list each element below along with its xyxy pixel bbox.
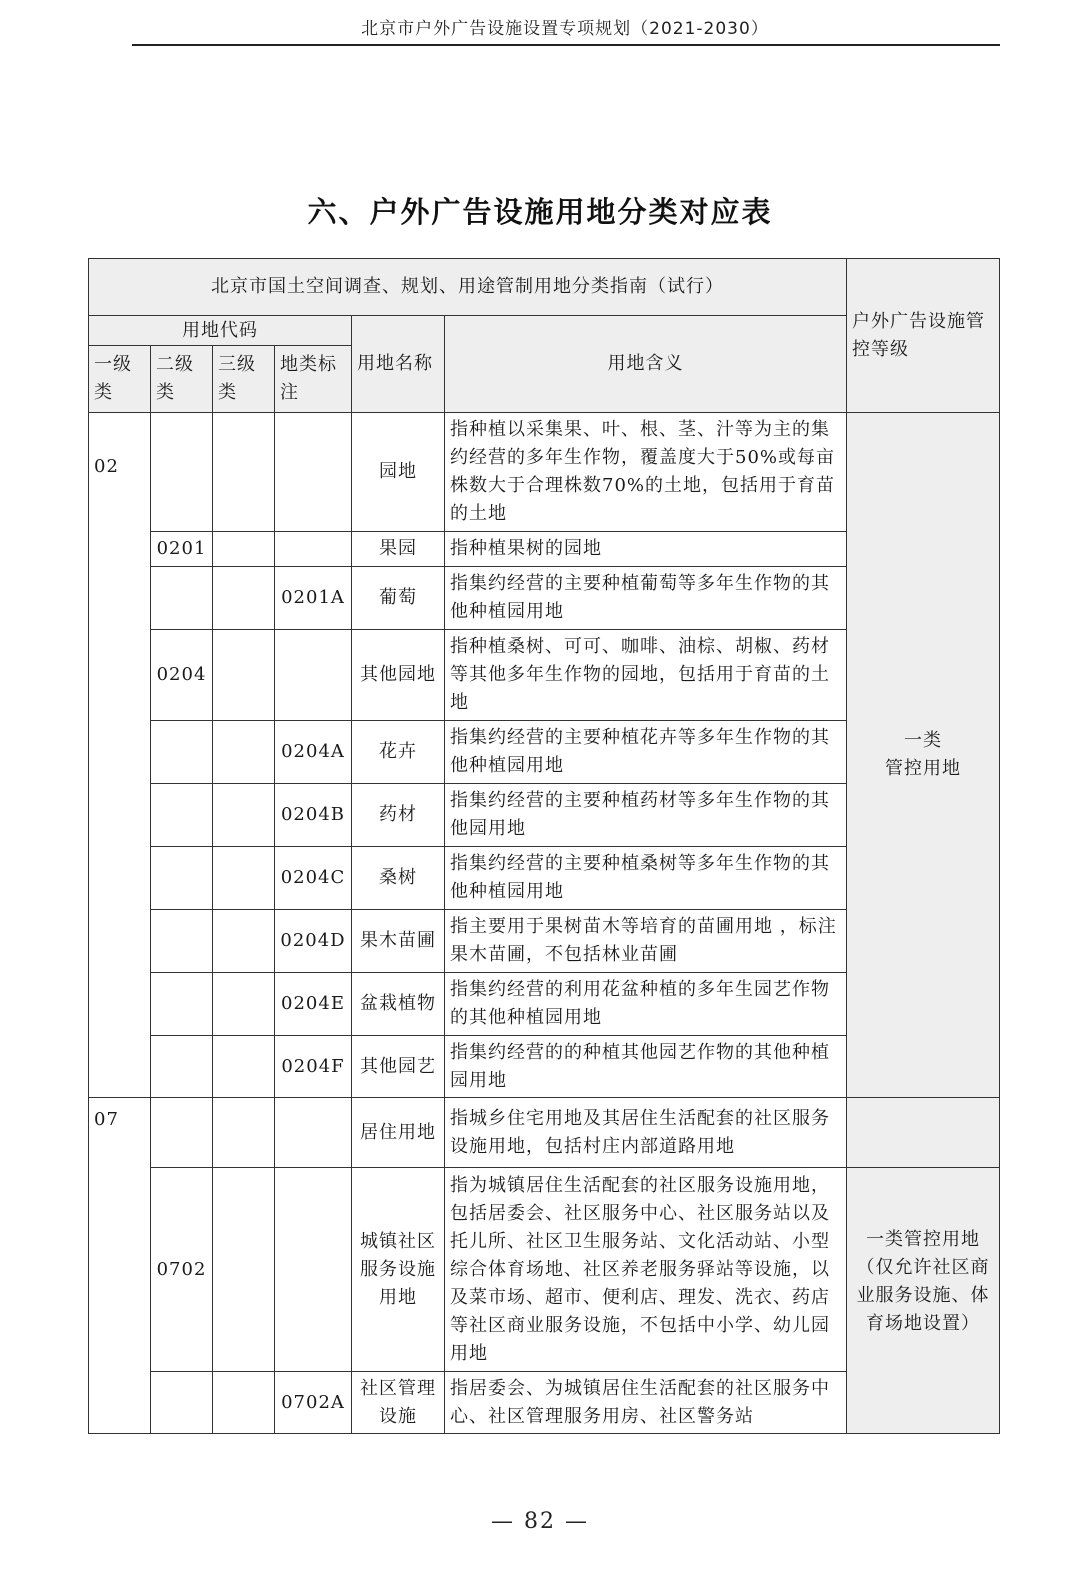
land-name: 其他园艺	[352, 1036, 445, 1098]
level3-code	[213, 1036, 275, 1098]
level2-code	[151, 1098, 213, 1168]
land-name: 居住用地	[352, 1098, 445, 1168]
level3-code	[213, 1372, 275, 1434]
meaning-header: 用地含义	[445, 316, 847, 413]
annotation-code: 0204A	[275, 721, 352, 784]
annotation-code	[275, 1098, 352, 1168]
header-rule	[132, 44, 1000, 46]
annotation-code	[275, 532, 352, 567]
page-number: — 82 —	[491, 1509, 589, 1534]
land-meaning: 指为城镇居住生活配套的社区服务设施用地，包括居委会、社区服务中心、社区服务站以及托儿所、社区卫生服务站、文化活动站、小型综合体育场地、社区养老服务驿站等设施，以及菜市场、超市、便利店、理发、洗衣、药店等社区商业服务设施，不包括中小学、幼儿园用地	[445, 1168, 847, 1372]
land-meaning: 指种植桑树、可可、咖啡、油棕、胡椒、药材等其他多年生作物的园地，包括用于育苗的土地	[445, 630, 847, 721]
level2-code: 0204	[151, 630, 213, 721]
annotation-code: 0204E	[275, 973, 352, 1036]
running-header: 北京市户外广告设施设置专项规划（2021-2030）	[361, 19, 769, 39]
land-meaning: 指主要用于果树苗木等培育的苗圃用地 ，标注果木苗圃，不包括林业苗圃	[445, 910, 847, 973]
grade-group-2: 一类管控用地（仅允许社区商业服务设施、体育场地设置）	[847, 1168, 1000, 1434]
level2-code	[151, 910, 213, 973]
name-header: 用地名称	[352, 316, 445, 413]
page-title: 六、户外广告设施用地分类对应表	[307, 195, 773, 229]
annotation-code	[275, 1168, 352, 1372]
annotation-code: 0204D	[275, 910, 352, 973]
annotation-code: 0702A	[275, 1372, 352, 1434]
level3-code	[213, 847, 275, 910]
level2-code	[151, 847, 213, 910]
land-meaning: 指居委会、为城镇居住生活配套的社区服务中心、社区管理服务用房、社区警务站	[445, 1372, 847, 1434]
level2-code	[151, 973, 213, 1036]
land-name: 药材	[352, 784, 445, 847]
land-name: 桑树	[352, 847, 445, 910]
guide-header-row	[89, 259, 1000, 316]
level3-code	[213, 413, 275, 532]
level3-code	[213, 567, 275, 630]
land-classification-table	[88, 258, 1000, 1434]
table-row	[89, 413, 1000, 532]
grade-header: 户外广告设施管控等级	[847, 259, 1000, 413]
annotation-code: 0204F	[275, 1036, 352, 1098]
level3-code	[213, 1168, 275, 1372]
annotation-code: 0204C	[275, 847, 352, 910]
annotation-code	[275, 630, 352, 721]
level3-code	[213, 630, 275, 721]
land-meaning: 指集约经营的的种植其他园艺作物的其他种植园用地	[445, 1036, 847, 1098]
level1-code: 07	[89, 1098, 151, 1434]
level3-code	[213, 910, 275, 973]
level1-header: 一级类	[89, 346, 151, 413]
level1-code: 02	[89, 413, 151, 1098]
guide-title: 北京市国土空间调查、规划、用途管制用地分类指南（试行）	[89, 259, 847, 316]
level2-code	[151, 721, 213, 784]
level2-code	[151, 1036, 213, 1098]
land-name: 园地	[352, 413, 445, 532]
level2-header: 二级类	[151, 346, 213, 413]
level3-code	[213, 973, 275, 1036]
level2-code: 0201	[151, 532, 213, 567]
level2-code	[151, 784, 213, 847]
land-meaning: 指集约经营的主要种植药材等多年生作物的其他园用地	[445, 784, 847, 847]
land-name: 花卉	[352, 721, 445, 784]
land-meaning: 指种植果树的园地	[445, 532, 847, 567]
land-meaning: 指集约经营的利用花盆种植的多年生园艺作物的其他种植园用地	[445, 973, 847, 1036]
level3-header: 三级类	[213, 346, 275, 413]
level2-code	[151, 413, 213, 532]
level3-code	[213, 1098, 275, 1168]
level2-code	[151, 567, 213, 630]
land-name: 果园	[352, 532, 445, 567]
land-meaning: 指集约经营的主要种植葡萄等多年生作物的其他种植园用地	[445, 567, 847, 630]
land-name: 葡萄	[352, 567, 445, 630]
grade-residential	[847, 1098, 1000, 1168]
level2-code: 0702	[151, 1168, 213, 1372]
level3-code	[213, 532, 275, 567]
land-name: 其他园地	[352, 630, 445, 721]
table-row	[89, 1098, 1000, 1168]
land-meaning: 指集约经营的主要种植花卉等多年生作物的其他种植园用地	[445, 721, 847, 784]
grade-group-1	[847, 413, 1000, 1098]
annotation-header: 地类标注	[275, 346, 352, 413]
land-meaning: 指城乡住宅用地及其居住生活配套的社区服务设施用地，包括村庄内部道路用地	[445, 1098, 847, 1168]
table-row	[89, 1168, 1000, 1372]
code-header: 用地代码	[89, 316, 352, 346]
level3-code	[213, 721, 275, 784]
annotation-code	[275, 413, 352, 532]
level2-code	[151, 1372, 213, 1434]
annotation-code: 0204B	[275, 784, 352, 847]
land-name: 盆栽植物	[352, 973, 445, 1036]
land-name: 城镇社区服务设施用地	[352, 1168, 445, 1372]
level3-code	[213, 784, 275, 847]
land-name: 果木苗圃	[352, 910, 445, 973]
grade-group-1-line1: 一类	[904, 730, 943, 751]
land-meaning: 指种植以采集果、叶、根、茎、汁等为主的集约经营的多年生作物，覆盖度大于50%或每亩株数大于合理株数70%的土地，包括用于育苗的土地	[445, 413, 847, 532]
land-meaning: 指集约经营的主要种植桑树等多年生作物的其他种植园用地	[445, 847, 847, 910]
annotation-code: 0201A	[275, 567, 352, 630]
land-name: 社区管理设施	[352, 1372, 445, 1434]
grade-group-1-line2: 管控用地	[885, 758, 962, 779]
